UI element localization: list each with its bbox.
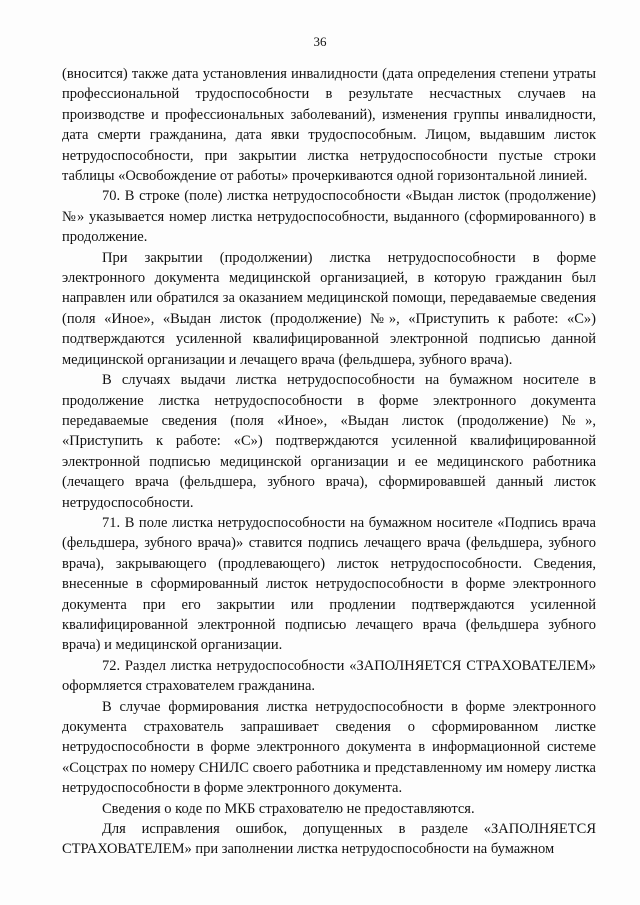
paragraph-corrections: Для исправления ошибок, допущенных в разделе «ЗАПОЛНЯЕТСЯ СТРАХОВАТЕЛЕМ» при заполнении листка нетрудоспособности на бумажном xyxy=(62,821,596,858)
paragraph-employer-request: В случае формирования листка нетрудоспособности в форме электронного документа страхователь запрашивает сведения о сформированном листке нетрудоспособности в форме электронного документа в информационной системе «Соцстрах по номеру СНИЛС своего работника и представленному им номеру листка нетрудоспособности в форме электронного документа. xyxy=(62,698,596,797)
paragraph-71: 71. В поле листка нетрудоспособности на бумажном носителе «Подпись врача (фельдшера, зубного врача)» ставится подпись лечащего врача (фельдшера, зубного врача), закрывающего (продлевающего) листок нетрудоспособности. Сведения, внесенные в сформированный листок нетрудоспособности в форме электронного документа при его закрытии или продлении подтверждаются усиленной квалифицированной электронной подписью лечащего врача (фельдшера зубного врача) и медицинской организации. xyxy=(62,514,596,654)
document-body xyxy=(62,64,596,860)
paragraph-continuation: (вносится) также дата установления инвалидности (дата определения степени утраты профессиональной трудоспособности в результате несчастных случаев на производстве и профессиональных заболеваний), изменения группы инвалидности, дата смерти гражданина, дата явки трудоспособным. Лицом, выдавшим листок нетрудоспособности, при закрытии листка нетрудоспособности пустые строки таблицы «Освобождение от работы» прочеркиваются одной горизонтальной линией. xyxy=(62,66,596,185)
paragraph-paper-continuation: В случаях выдачи листка нетрудоспособности на бумажном носителе в продолжение листка нетрудоспособности в форме электронного документа передаваемые сведения (поля «Иное», «Выдан листок (продолжение) №», «Приступить к работе: «С») подтверждаются усиленной квалифицированной электронной подписью медицинской организации и ее медицинского работника (лечащего врача (фельдшера, зубного врача), сформировавшей данный листок нетрудоспособности. xyxy=(62,372,596,511)
paragraph-72: 72. Раздел листка нетрудоспособности «ЗАПОЛНЯЕТСЯ СТРАХОВАТЕЛЕМ» оформляется страхователем гражданина. xyxy=(62,657,596,695)
paragraph-mkb-code: Сведения о коде по МКБ страхователю не предоставляются. xyxy=(102,800,475,817)
paragraph-70: 70. В строке (поле) листка нетрудоспособности «Выдан листок (продолжение) №» указывается номер листка нетрудоспособности, выданного (сформированного) в продолжение. xyxy=(62,188,596,246)
page-number: 36 xyxy=(313,34,327,49)
paragraph-closing-electronic: При закрытии (продолжении) листка нетрудоспособности в форме электронного документа медицинской организацией, в которую гражданин был направлен или обратился за оказанием медицинской помощи, передаваемые сведения (поля «Иное», «Выдан листок (продолжение) №», «Приступить к работе: «С») подтверждаются усиленной квалифицированной электронной подписью данной медицинской организации и лечащего врача (фельдшера, зубного врача). xyxy=(62,249,596,368)
